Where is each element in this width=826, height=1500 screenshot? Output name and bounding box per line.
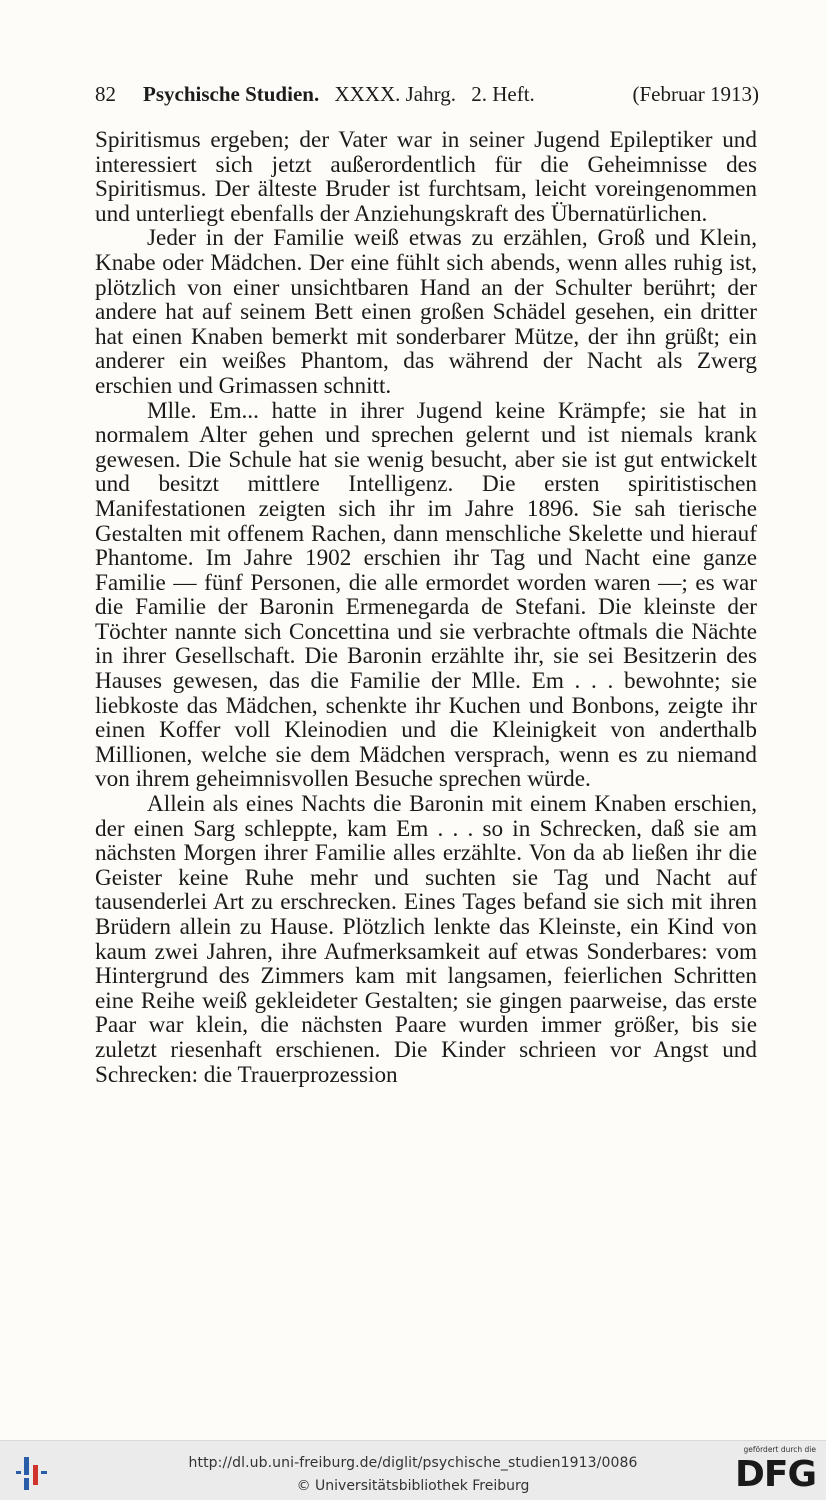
dfg-logo: [730, 1445, 816, 1497]
dfg-tagline: gefördert durch die: [743, 1445, 816, 1454]
paragraph-continued: Spiritismus ergeben; der Vater war in seiner Jugend Epileptiker und interessiert sich jetzt außerordentlich für die Geheimnisse des Spiritismus. Der älteste Bruder ist furchtsam, leicht voreingenommen und unterliegt ebenfalls der Anziehungskraft des Übernatürlichen.: [95, 127, 757, 227]
body-text: [95, 128, 757, 1087]
running-header: [95, 82, 765, 107]
paragraph: Allein als eines Nachts die Baronin mit einem Knaben erschien, der einen Sarg schleppte, kam Em . . . so in Schrecken, daß sie am nächsten Morgen ihrer Familie alles erzählte. Von da ab ließen ihr die Geister keine Ruhe mehr und suchten sie Tag und Nacht auf tausenderlei Art zu erschrecken. Eines Tages befand sie sich mit ihren Brüdern allein zu Hause. Plötzlich lenkte das Kleinste, ein Kind von kaum zwei Jahren, ihre Aufmerksamkeit auf etwas Sonderbares: vom Hintergrund des Zimmers kam mit langsamen, feierlichen Schritten eine Reihe weiß gekleideter Gestalten; sie gingen paarweise, das erste Paar war klein, die nächsten Paare wurden immer größer, bis sie zuletzt riesenhaft erschienen. Die Kinder schrieen vor Angst und Schrecken: die Trauerprozession: [95, 791, 757, 1088]
paragraph: Jeder in der Familie weiß etwas zu erzählen, Groß und Klein, Knabe oder Mädchen. Der eine fühlt sich abends, wenn alles ruhig ist, plötzlich von einer unsichtbaren Hand an der Schulter berührt; der andere hat auf seinem Bett einen großen Schädel gesehen, ein dritter hat einen Knaben bemerkt mit sonderbarer Mütze, der ihn grüßt; ein anderer ein weißes Phantom, das während der Nacht als Zwerg erschien und Grimassen schnitt.: [95, 225, 757, 399]
volume: XXXX. Jahrg.: [334, 82, 456, 106]
journal-title: Psychische Studien.: [143, 82, 320, 106]
paragraph: Mlle. Em... hatte in ihrer Jugend keine Krämpfe; sie hat in normalem Alter gehen und sprechen gelernt und ist niemals krank gewesen. Die Schule hat sie wenig besucht, aber sie ist gut entwickelt und besitzt mittlere Intelligenz. Die ersten spiritistischen Manifestationen zeigten sich ihr im Jahre 1896. Sie sah tierische Gestalten mit offenem Rachen, dann menschliche Skelette und hierauf Phantome. Im Jahre 1902 erschien ihr Tag und Nacht eine ganze Familie — fünf Personen, die alle ermordet worden waren —; es war die Familie der Baronin Ermenegarda de Stefani. Die kleinste der Töchter nannte sich Concettina und sie verbrachte oftmals die Nächte in ihrer Gesellschaft. Die Baronin erzählte ihr, sie sei Besitzerin des Hauses gewesen, das die Familie der Mlle. Em . . . bewohnte; sie liebkoste das Mädchen, schenkte ihr Kuchen und Bonbons, zeigte ihr einen Koffer voll Kleinodien und die Kleinigkeit von anderthalb Millionen, welche sie dem Mädchen versprach, wenn es zu niemand von ihrem geheimnisvollen Besuche sprechen würde.: [95, 397, 757, 793]
dfg-logo-text: DFG: [734, 1454, 816, 1495]
page-number: 82: [95, 82, 116, 106]
issue-date: (Februar 1913): [632, 82, 759, 106]
copyright-notice: © Universitätsbibliothek Freiburg: [296, 1478, 530, 1494]
viewer-footer: [0, 1440, 826, 1500]
issue: 2. Heft.: [471, 82, 535, 106]
permalink-url[interactable]: http://dl.ub.uni-freiburg.de/diglit/psychische_studien1913/0086: [188, 1455, 638, 1471]
